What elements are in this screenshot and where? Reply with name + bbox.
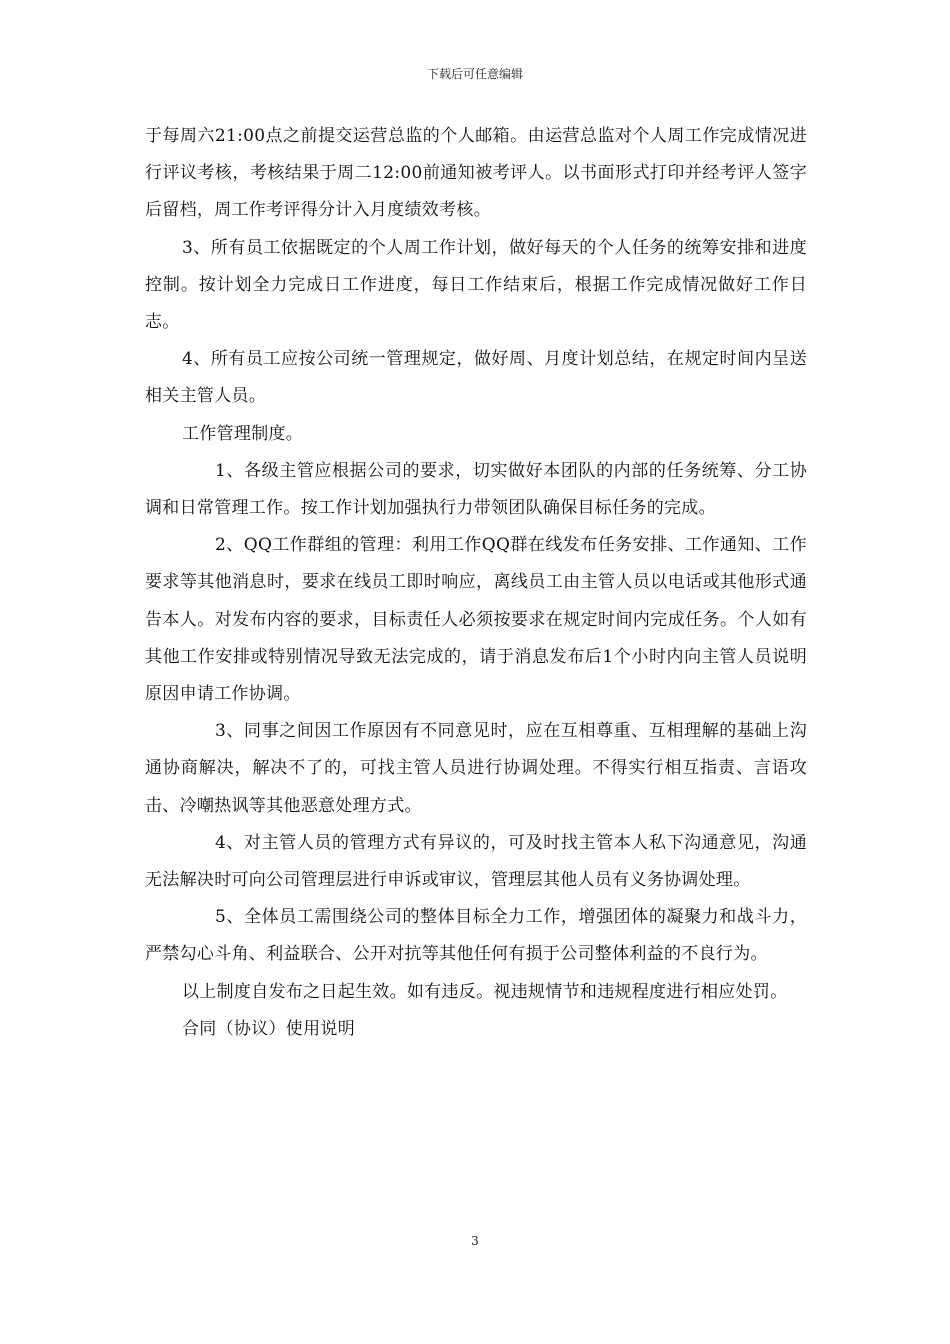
paragraph-rule-2-qq-groups: 2、QQ工作群组的管理：利用工作QQ群在线发布任务安排、工作通知、工作要求等其他消息时，要求在线员工即时响应，离线员工由主管人员以电话或其他形式通告本人。对发布内容的要求，目标责任人必须按要求在规定时间内完成任务。个人如有其他工作安排或特别情况导致无法完成的，请于消息发布后1个小时内向主管人员说明原因申请工作协调。 (145, 535, 807, 705)
paragraph-effective-date: 以上制度自发布之日起生效。如有违反。视违规情节和违规程度进行相应处罚。 (182, 981, 788, 1002)
paragraph-rule-1-supervisors: 1、各级主管应根据公司的要求，切实做好本团队的内部的任务统筹、分工协调和日常管理工作。按工作计划加强执行力带领团队确保目标任务的完成。 (145, 460, 807, 519)
page-number: 3 (471, 1234, 479, 1248)
section-heading-work-management: 工作管理制度。 (182, 423, 304, 444)
paragraph-rule-5-overall-goals: 5、全体员工需围绕公司的整体目标全力工作，增强团体的凝聚力和战斗力，严禁勾心斗角、利益联合、公开对抗等其他任何有损于公司整体利益的不良行为。 (145, 907, 807, 965)
paragraph-weekly-report-submission: 于每周六21:00点之前提交运营总监的个人邮箱。由运营总监对个人周工作完成情况进行评议考核，考核结果于周二12:00前通知被考评人。以书面形式打印并经考评人签字后留档，周工作考评得分计入月度绩效考核。 (145, 126, 807, 221)
paragraph-rule-4-management-objections: 4、对主管人员的管理方式有异议的，可及时找主管本人私下沟通意见，沟通无法解决时可向公司管理层进行申诉或审议，管理层其他人员有义务协调处理。 (145, 832, 807, 891)
document-body (145, 118, 807, 1048)
paragraph-rule-3-disagreements: 3、同事之间因工作原因有不同意见时，应在互相尊重、互相理解的基础上沟通协商解决，解决不了的，可找主管人员进行协调处理。不得实行相互指责、言语攻击、冷嘲热讽等其他恶意处理方式。 (145, 721, 807, 816)
paragraph-item-4-plan-summary: 4、所有员工应按公司统一管理规定，做好周、月度计划总结，在规定时间内呈送相关主管人员。 (145, 349, 807, 407)
page-header: 下载后可任意编辑 (426, 67, 523, 81)
section-heading-contract-usage: 合同（协议）使用说明 (182, 1018, 355, 1039)
paragraph-item-3-daily-plan: 3、所有员工依据既定的个人周工作计划，做好每天的个人任务的统筹安排和进度控制。按计划全力完成日工作进度，每日工作结束后，根据工作完成情况做好工作日志。 (145, 237, 807, 333)
